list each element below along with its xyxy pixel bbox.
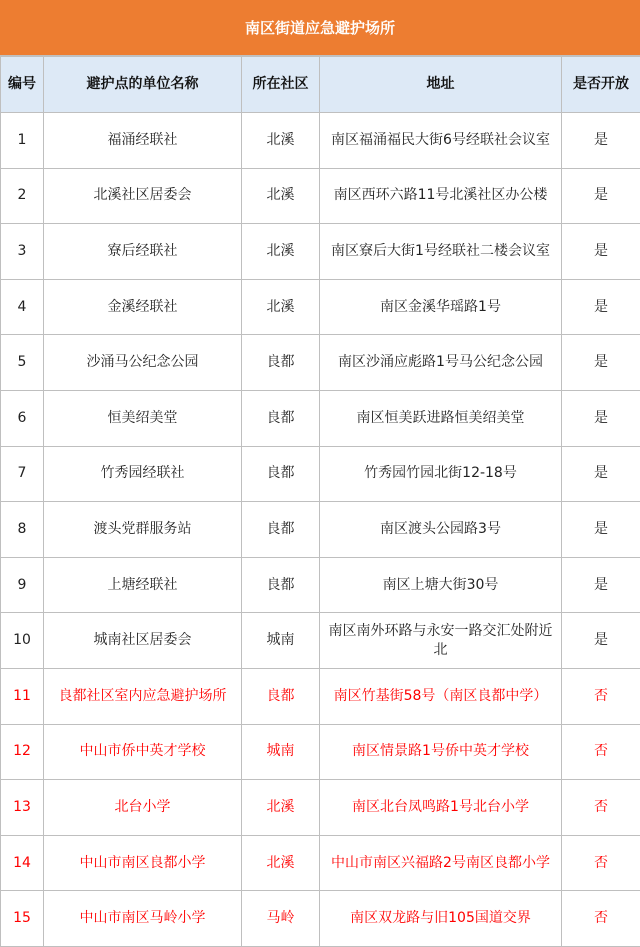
cell-open-status: 是 <box>562 390 640 446</box>
cell-unit-name: 寮后经联社 <box>44 224 242 280</box>
cell-open-status: 是 <box>562 224 640 280</box>
table-row <box>1 113 640 169</box>
cell-number: 6 <box>1 390 44 446</box>
cell-open-status: 否 <box>562 668 640 724</box>
cell-number: 11 <box>1 668 44 724</box>
table-row <box>1 780 640 836</box>
cell-open-status: 是 <box>562 279 640 335</box>
cell-number: 5 <box>1 335 44 391</box>
cell-address: 南区南外环路与永安一路交汇处附近北 <box>320 613 562 669</box>
cell-community: 良都 <box>242 668 320 724</box>
cell-open-status: 是 <box>562 557 640 613</box>
cell-open-status: 是 <box>562 113 640 169</box>
table-row <box>1 335 640 391</box>
cell-open-status: 是 <box>562 502 640 558</box>
table-row <box>1 668 640 724</box>
cell-address: 南区西环六路11号北溪社区办公楼 <box>320 168 562 224</box>
cell-address: 南区竹基街58号（南区良都中学） <box>320 668 562 724</box>
cell-address: 南区渡头公园路3号 <box>320 502 562 558</box>
cell-unit-name: 城南社区居委会 <box>44 613 242 669</box>
cell-number: 10 <box>1 613 44 669</box>
cell-number: 15 <box>1 891 44 947</box>
header-address: 地址 <box>320 57 562 113</box>
cell-community: 北溪 <box>242 224 320 280</box>
header-open-status: 是否开放 <box>562 57 640 113</box>
header-number: 编号 <box>1 57 44 113</box>
cell-open-status: 是 <box>562 446 640 502</box>
cell-number: 14 <box>1 835 44 891</box>
cell-number: 12 <box>1 724 44 780</box>
cell-open-status: 是 <box>562 613 640 669</box>
cell-address: 南区寮后大街1号经联社二楼会议室 <box>320 224 562 280</box>
cell-unit-name: 北溪社区居委会 <box>44 168 242 224</box>
cell-number: 8 <box>1 502 44 558</box>
cell-address: 南区恒美跃进路恒美绍美堂 <box>320 390 562 446</box>
cell-open-status: 是 <box>562 335 640 391</box>
cell-address: 中山市南区兴福路2号南区良都小学 <box>320 835 562 891</box>
cell-community: 良都 <box>242 557 320 613</box>
cell-unit-name: 金溪经联社 <box>44 279 242 335</box>
cell-address: 南区金溪华瑶路1号 <box>320 279 562 335</box>
cell-number: 2 <box>1 168 44 224</box>
header-row <box>1 57 640 113</box>
cell-unit-name: 良都社区室内应急避护场所 <box>44 668 242 724</box>
table-row <box>1 390 640 446</box>
cell-number: 9 <box>1 557 44 613</box>
cell-open-status: 否 <box>562 780 640 836</box>
cell-number: 4 <box>1 279 44 335</box>
table-row <box>1 168 640 224</box>
table-row <box>1 557 640 613</box>
cell-address: 南区上塘大街30号 <box>320 557 562 613</box>
header-community: 所在社区 <box>242 57 320 113</box>
cell-open-status: 否 <box>562 891 640 947</box>
cell-community: 马岭 <box>242 891 320 947</box>
table-row <box>1 835 640 891</box>
cell-open-status: 否 <box>562 724 640 780</box>
cell-number: 13 <box>1 780 44 836</box>
cell-community: 良都 <box>242 502 320 558</box>
table-row <box>1 446 640 502</box>
table-title: 南区街道应急避护场所 <box>0 0 640 56</box>
cell-unit-name: 上塘经联社 <box>44 557 242 613</box>
cell-unit-name: 渡头党群服务站 <box>44 502 242 558</box>
cell-address: 南区北台凤鸣路1号北台小学 <box>320 780 562 836</box>
cell-number: 1 <box>1 113 44 169</box>
cell-unit-name: 福涌经联社 <box>44 113 242 169</box>
cell-community: 良都 <box>242 390 320 446</box>
cell-community: 良都 <box>242 335 320 391</box>
cell-unit-name: 中山市南区良都小学 <box>44 835 242 891</box>
cell-address: 南区双龙路与旧105国道交界 <box>320 891 562 947</box>
cell-address: 竹秀园竹园北街12-18号 <box>320 446 562 502</box>
cell-address: 南区沙涌应彪路1号马公纪念公园 <box>320 335 562 391</box>
cell-open-status: 是 <box>562 168 640 224</box>
cell-community: 北溪 <box>242 279 320 335</box>
cell-unit-name: 中山市南区马岭小学 <box>44 891 242 947</box>
cell-community: 北溪 <box>242 113 320 169</box>
shelter-table <box>0 56 640 947</box>
cell-number: 7 <box>1 446 44 502</box>
cell-community: 北溪 <box>242 780 320 836</box>
cell-address: 南区情景路1号侨中英才学校 <box>320 724 562 780</box>
cell-community: 良都 <box>242 446 320 502</box>
cell-unit-name: 竹秀园经联社 <box>44 446 242 502</box>
cell-unit-name: 中山市侨中英才学校 <box>44 724 242 780</box>
cell-number: 3 <box>1 224 44 280</box>
table-row <box>1 724 640 780</box>
cell-community: 北溪 <box>242 835 320 891</box>
cell-community: 城南 <box>242 724 320 780</box>
table-row <box>1 891 640 947</box>
table-row <box>1 613 640 669</box>
table-row <box>1 279 640 335</box>
table-row <box>1 224 640 280</box>
cell-address: 南区福涌福民大街6号经联社会议室 <box>320 113 562 169</box>
cell-community: 北溪 <box>242 168 320 224</box>
cell-unit-name: 沙涌马公纪念公园 <box>44 335 242 391</box>
header-unit-name: 避护点的单位名称 <box>44 57 242 113</box>
table-row <box>1 502 640 558</box>
cell-community: 城南 <box>242 613 320 669</box>
table-body <box>1 113 640 947</box>
cell-unit-name: 北台小学 <box>44 780 242 836</box>
cell-unit-name: 恒美绍美堂 <box>44 390 242 446</box>
cell-open-status: 否 <box>562 835 640 891</box>
